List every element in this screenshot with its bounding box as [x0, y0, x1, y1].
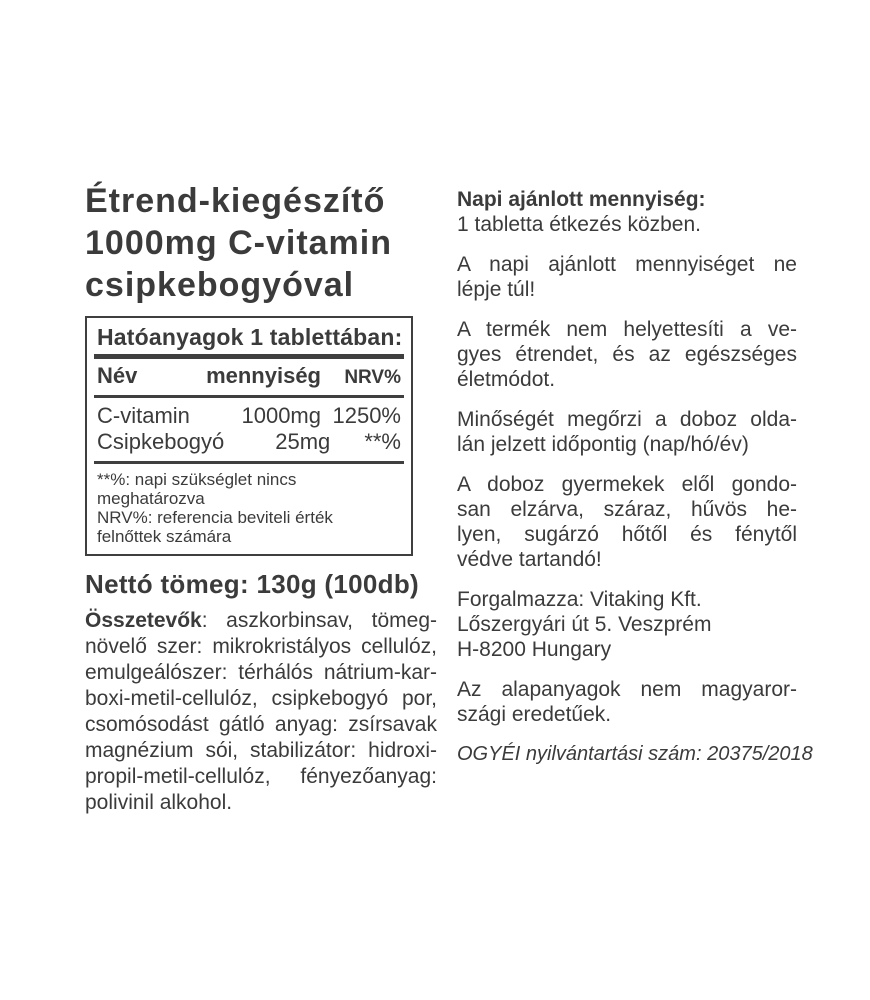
ingredients-line: polivinil alkohol. — [85, 791, 233, 814]
left-column — [85, 180, 437, 816]
ingredients-line — [85, 608, 437, 634]
product-title-line-1: Étrend-kiegészítő — [85, 182, 386, 220]
paragraph-line: gyes étrendet, és az egészséges — [457, 343, 797, 366]
column-header-name: Név — [97, 363, 138, 388]
row-rosehip-nrv: **% — [364, 429, 401, 454]
row-vitamin-c-name: C-vitamin — [97, 403, 190, 428]
table-row — [97, 403, 401, 429]
daily-dose-paragraph — [457, 187, 797, 237]
daily-dose-heading: Napi ajánlott mennyiség: — [457, 188, 706, 211]
row-vitamin-c-amount: 1000mg — [241, 403, 321, 428]
product-title — [85, 180, 437, 306]
ingredients-paragraph — [85, 608, 437, 816]
paragraph-line: lyen, sugárzó hőtől és fénytől — [457, 523, 797, 546]
ingredients-line: propil-metil-cellulóz, fényezőanyag: — [85, 765, 437, 788]
daily-dose-text: 1 tabletta étkezés közben. — [457, 213, 701, 236]
right-column — [457, 187, 813, 767]
facts-table-header: Hatóanyagok 1 tablettában: — [97, 324, 403, 350]
paragraph-line: Az alapanyagok nem magyaror- — [457, 678, 797, 701]
paragraph-line: szági eredetűek. — [457, 703, 612, 726]
ingredients-line: emulgeálószer: térhálós nátrium-kar- — [85, 661, 437, 684]
paragraph-line: lépje túl! — [457, 278, 536, 301]
distributor-paragraph — [457, 587, 797, 662]
ingredients-line-rest: : aszkorbinsav, tömeg- — [201, 609, 437, 632]
facts-footnotes — [87, 464, 411, 554]
footnote-asterisk: **%: napi szükséglet nincs meghatározva — [97, 470, 297, 508]
distributor-country: H-8200 Hungary — [457, 638, 612, 661]
row-rosehip-name: Csipkebogyó — [97, 429, 225, 454]
paragraph-line: san elzárva, száraz, hűvös he- — [457, 498, 797, 521]
paragraph-line: lán jelzett időpontig (nap/hó/év) — [457, 433, 749, 456]
footnote-nrv: NRV%: referencia beviteli érték felnőttek számára — [97, 508, 333, 546]
paragraph-line: életmódot. — [457, 368, 556, 391]
origin-paragraph — [457, 677, 797, 727]
ingredients-label: Összetevők — [85, 609, 202, 632]
distributor-name: Forgalmazza: Vitaking Kft. — [457, 588, 702, 611]
paragraph-line: Minőségét megőrzi a doboz olda- — [457, 408, 797, 431]
paragraph-line: A termék nem helyettesíti a ve- — [457, 318, 797, 341]
facts-rows — [87, 398, 411, 461]
paragraph-line: A doboz gyermekek elől gondo- — [457, 473, 797, 496]
limit-warning-paragraph — [457, 252, 797, 302]
supplement-facts-table — [85, 316, 413, 556]
quality-paragraph — [457, 407, 797, 457]
column-header-nrv: NRV% — [344, 367, 401, 388]
row-rosehip-amount: 25mg — [275, 429, 331, 454]
ingredients-line: növelő szer: mikrokristályos cellulóz, — [85, 635, 437, 658]
paragraph-line: védve tartandó! — [457, 548, 602, 571]
row-vitamin-c-nrv: 1250% — [332, 403, 401, 428]
storage-paragraph — [457, 472, 797, 572]
ingredients-line: magnézium sói, stabilizátor: hidroxi- — [85, 739, 437, 762]
registration-number: OGYÉI nyilvántartási szám: 20375/2018 — [457, 743, 813, 765]
facts-column-headers — [87, 359, 411, 395]
column-header-amount: mennyiség — [206, 363, 321, 388]
product-title-line-3: csipkebogyóval — [85, 266, 355, 304]
ingredients-line: csomósodást gátló anyag: zsírsavak — [85, 713, 437, 736]
ingredients-line: boxi-metil-cellulóz, csipkebogyó por, — [85, 687, 437, 710]
diet-note-paragraph — [457, 317, 797, 392]
distributor-street: Lőszergyári út 5. Veszprém — [457, 613, 712, 636]
table-row — [97, 429, 401, 455]
product-title-line-2: 1000mg C-vitamin — [85, 224, 392, 262]
net-weight: Nettó tömeg: 130g (100db) — [85, 569, 419, 599]
paragraph-line: A napi ajánlott mennyiséget ne — [457, 253, 797, 276]
